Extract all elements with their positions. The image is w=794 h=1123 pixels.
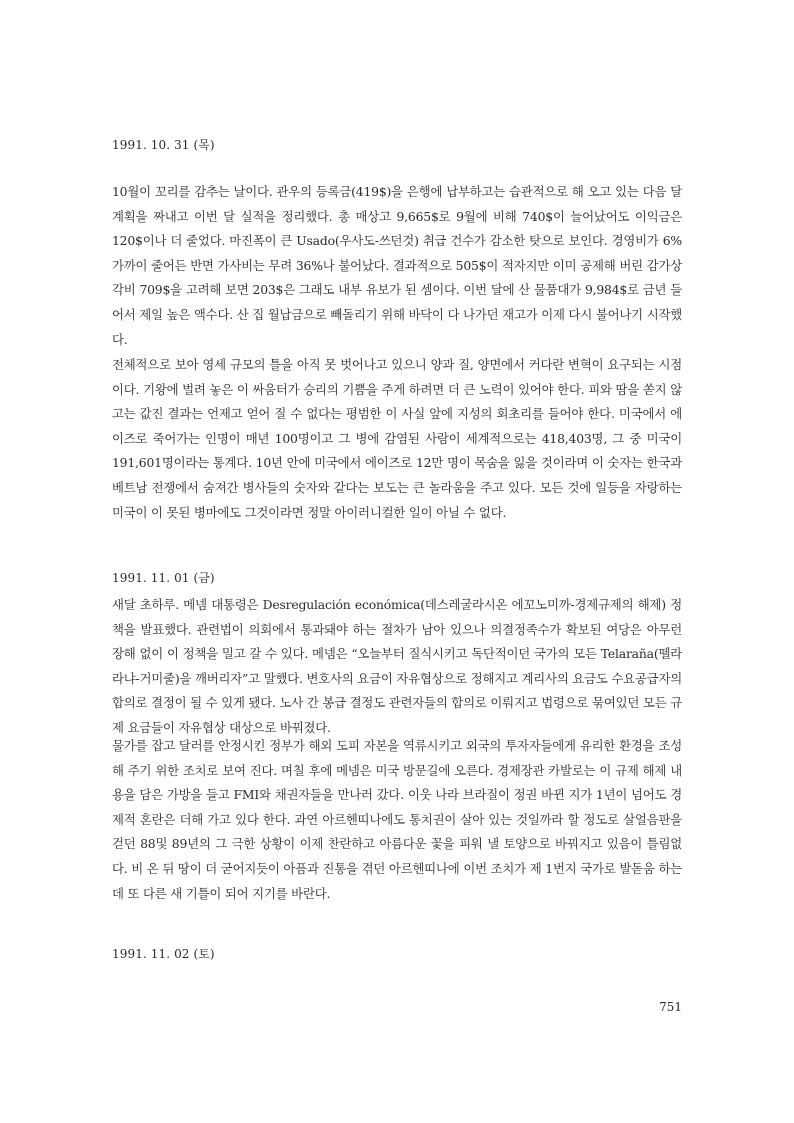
entry-paragraph: 전체적으로 보아 영세 규모의 틀을 아직 못 벗어나고 있으니 양과 질, 양면에서 커다란 변혁이 요구되는 시점이다. 기왕에 벌려 놓은 이 싸움터가 승리의 기쁨을 주게 하려면 더 큰 노력이 있어야 한다. 피와 땀을 쏟지 않고는 값진 결과는 언제고 얻어 질 수 없다는 평범한 이 사실 앞에 지성의 회초리를 들어야 한다. 미국에서 에이즈로 죽어가는 인명이 매년 100명이고 그 병에 감염된 사람이 세계적으로는 418,403명, 그 중 미국이 191,601명이라는 통계다. 10년 안에 미국에서 에이즈로 12만 명이 목숨을 잃을 것이라며 이 숫자는 한국과 베트남 전쟁에서 숨져간 병사들의 숫자와 같다는 보도는 큰 놀라움을 주고 있다. 모든 것에 일등을 자랑하는 미국이 이 못된 병마에도 그것이라면 정말 아이러니컬한 일이 아닐 수 없다. [112, 357, 682, 520]
entry-paragraph: 물가를 잡고 달러를 안정시킨 정부가 해외 도피 자본을 역류시키고 외국의 투자자들에게 유리한 환경을 조성해 주기 위한 조치로 보여 진다. 며칠 후에 메넴은 미국 방문길에 오른다. 경제장관 카발로는 이 규제 해제 내용을 담은 가방을 들고 FMI와 채권자들을 만나러 갔다. 이웃 나라 브라질이 정권 바뀐 지가 1년이 넘어도 경제적 혼란은 더해 가고 있다 한다. 과연 아르헨띠나에도 통치권이 살아 있는 것일까라 할 정도로 살얼음판을 걷던 88및 89년의 그 극한 상황이 이제 찬란하고 아름다운 꽃을 피워 낼 토양으로 바꿔지고 있음이 틀림없다. 비 온 뒤 땅이 더 굳어지듯이 아픔과 진통을 겪던 아르헨띠나에 이번 조치가 제 1번지 국가로 발돋움 하는데 또 다른 새 기틀이 되어 지기를 바란다. [112, 738, 682, 901]
page-number: 751 [659, 1000, 682, 1014]
page-body [112, 0, 682, 1123]
entry-paragraph: 새달 초하루. 메넴 대통령은 Desregulación económica(데스레굴라시온 에꼬노미까-경제규제의 해제) 정책을 발표했다. 관련법이 의회에서 통과돼야 하는 절차가 남아 있으나 의결정족수가 확보된 여당은 아무런 장해 없이 이 정책을 밀고 갈 수 있다. 메넴은 “오늘부터 질식시키고 독단적이던 국가의 모든 Telaraña(뗄라라냐-거미줄)을 깨버리자”고 말했다. 변호사의 요금이 자유협상으로 정해지고 계리사의 요금도 수요공급자의 합의로 결정이 될 수 있게 됐다. 노사 간 봉급 결정도 관련자들의 합의로 이뤄지고 법령으로 묶여있던 모든 규제 요금들이 자유협상 대상으로 바꿔졌다. [112, 597, 682, 735]
entry-date: 1991. 11. 01 (금) [112, 571, 215, 585]
entry-date: 1991. 10. 31 (목) [112, 138, 215, 152]
entry-paragraph: 10월이 꼬리를 감추는 날이다. 관우의 등록금(419$)을 은행에 납부하고는 습관적으로 해 오고 있는 다음 달 계획을 짜내고 이번 달 실적을 정리했다. 총 매상고 9,665$로 9월에 비해 740$이 늘어났어도 이익금은 120$이나 더 줄었다. 마진폭이 큰 Usado(우사도-쓰던것) 취급 건수가 감소한 탓으로 보인다. 경영비가 6% 가까이 줄어든 반면 가사비는 무려 36%나 불어났다. 결과적으로 505$이 적자지만 이미 공제해 버린 감가상각비 709$을 고려해 보면 203$은 그래도 내부 유보가 된 셈이다. 이번 달에 산 물품대가 9,984$로 금년 들어서 제일 높은 액수다. 산 집 월납금으로 빼돌리기 위해 바닥이 다 나가던 재고가 이제 다시 불어나기 시작했다. [112, 184, 682, 347]
entry-date: 1991. 11. 02 (토) [112, 947, 215, 961]
